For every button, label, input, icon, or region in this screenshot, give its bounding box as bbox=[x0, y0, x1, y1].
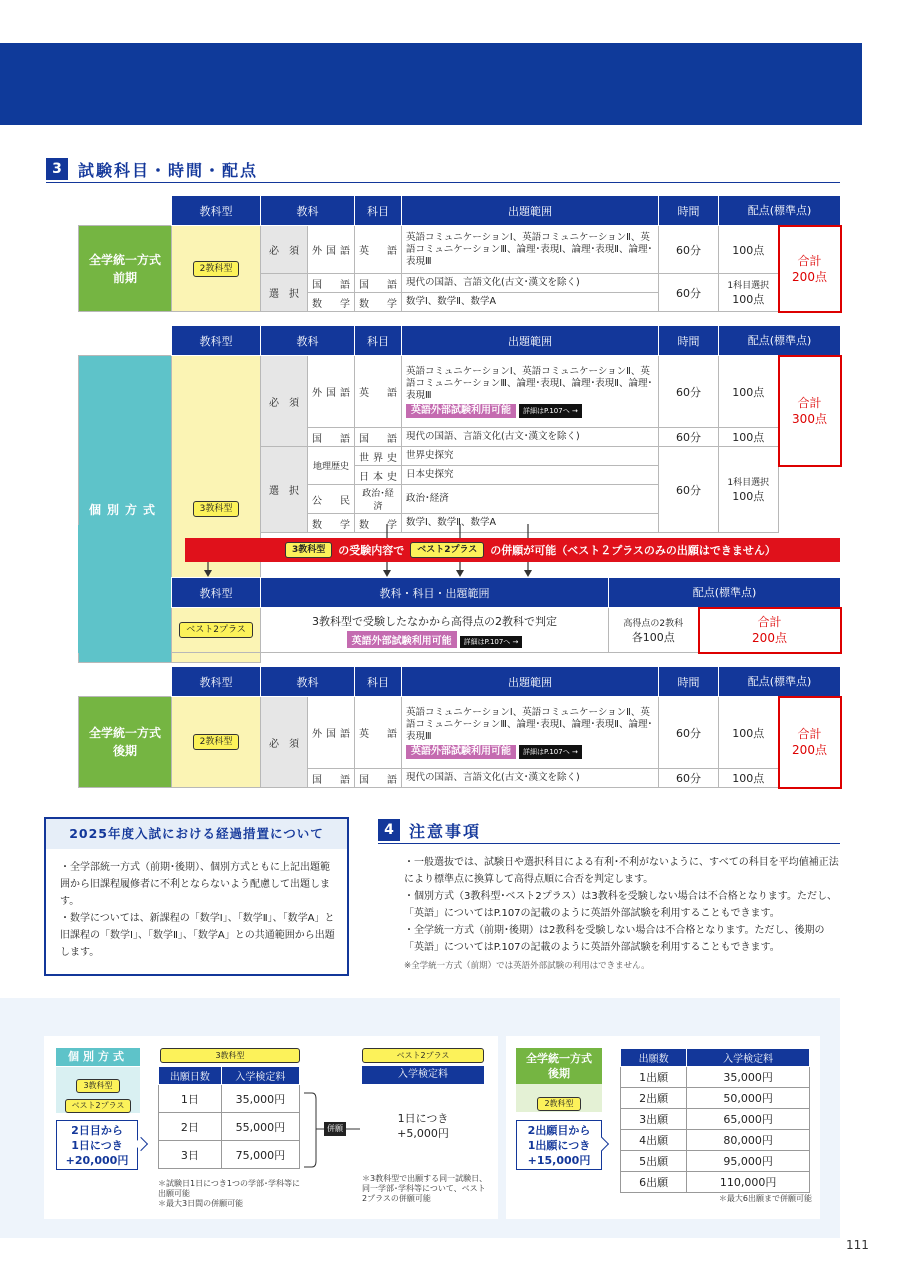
points-cell: 高得点の2教科 各100点 bbox=[609, 608, 699, 653]
method-label: 全学統一方式 前期 bbox=[79, 226, 172, 312]
kyouka-cell: 国 語 bbox=[308, 274, 355, 293]
kamoku-cell: 数 学 bbox=[355, 514, 402, 533]
time-cell: 60分 bbox=[659, 697, 719, 769]
best2-fee-value: 1日につき +5,000円 bbox=[397, 1112, 449, 1140]
transition-item: ・数学については、新課程の「数学Ⅰ」、「数学Ⅱ」、「数学A」と旧課程の「数学Ⅰ」、「数学Ⅱ」、「数学A」との共通範囲から出題します。 bbox=[60, 913, 335, 958]
section-rule bbox=[46, 182, 840, 183]
points-cell: 100点 bbox=[719, 697, 779, 769]
range-cell: 世界史探究 bbox=[402, 447, 659, 466]
kamoku-cell: 数 学 bbox=[355, 293, 402, 312]
header-range: 出題範囲 bbox=[402, 196, 659, 226]
header-kyouka: 教科 bbox=[261, 196, 355, 226]
type-tag: ベスト2プラス bbox=[65, 1099, 132, 1113]
sentaku-label: 選 択 bbox=[261, 274, 308, 312]
type-tag: 3教科型 bbox=[76, 1079, 119, 1093]
table-zengaku-kouki: 教科型 教科 科目 出題範囲 時間 配点(標準点) 全学統一方式 後期 2教科型 必 須 外国語 英 語 英語コミュニケーションⅠ、英語コミュニケーションⅡ、英語コミュニケーションⅢ、論理･表現Ⅰ、論理･表現Ⅱ、論理･表現Ⅲ 英語外部試験利用可能 詳細はP.107へ → 60分 100点 合計 200点 国 語 国 語 現代の国語、言語文化(古文･漢文を除く) 60分 100点 bbox=[78, 666, 842, 789]
external-exam-badge: 英語外部試験利用可能 bbox=[347, 631, 457, 648]
points-cell: 100点 bbox=[719, 769, 779, 788]
type-tag: 3教科型 bbox=[193, 501, 240, 517]
fee-note: ＊試験日1日につき1つの学部･学科等に出願可能 ＊最大3日間の併願可能 bbox=[158, 1179, 301, 1208]
external-exam-badge: 英語外部試験利用可能 bbox=[406, 745, 516, 759]
note-item: ・個別方式（3教科型･ベスト2プラス）は3教科を受験しない場合は不合格となります。ただし、「英語」についてはP.107の記載のように英語外部試験を利用することもできます。 bbox=[404, 891, 837, 919]
hissu-label: 必 須 bbox=[261, 226, 308, 274]
time-cell: 60分 bbox=[659, 447, 719, 533]
transition-item: ・全学部統一方式（前期･後期）、個別方式ともに上記出題範囲から旧課程履修者に不利とならないよう配慮して出題します。 bbox=[60, 862, 330, 907]
header-time: 時間 bbox=[659, 196, 719, 226]
kamoku-cell: 英 語 bbox=[355, 697, 402, 769]
total-box: 合計 200点 bbox=[779, 697, 841, 788]
kyouka-cell: 数 学 bbox=[308, 293, 355, 312]
fee-note: ＊最大6出願まで併願可能 bbox=[718, 1194, 812, 1203]
heigan-band bbox=[185, 538, 840, 562]
time-cell: 60分 bbox=[659, 428, 719, 447]
range-cell: 日本史探究 bbox=[402, 466, 659, 485]
header-kamoku: 科目 bbox=[355, 196, 402, 226]
table-zengaku-zenki bbox=[78, 195, 842, 313]
best2-desc-cell: 3教科型で受験したなかから高得点の2教科で判定 英語外部試験利用可能 詳細はP.107へ → bbox=[261, 608, 609, 653]
band-tag-best2: ベスト2プラス bbox=[410, 542, 484, 558]
fee-callout: 2出願目から 1出願につき +15,000円 bbox=[516, 1120, 602, 1170]
range-cell: 数学Ⅰ、数学Ⅱ、数学A bbox=[402, 514, 659, 533]
table-kobetsu: 教科型 教科 科目 出題範囲 時間 配点(標準点) 個別方式 3教科型 必 須 外国語 英 語 英語コミュニケーションⅠ、英語コミュニケーションⅡ、英語コミュニケーションⅢ、論理･表現Ⅰ、論理･表現Ⅱ、論理･表現Ⅲ 英語外部試験利用可能 詳細はP.107へ → 60分 100点 合計 300点 国 語 国 語 現代の国語、言語文化(古文･漢文を除く) 60分 100点 選 択 地理歴史 世界史 世界史探究 60分 1科目選択 100点 日本史 日本史探究 公 民 政治･経済 政治･経済 数 学 数 学 数学Ⅰ、数学Ⅱ、数学A bbox=[78, 325, 842, 663]
teal-extension bbox=[78, 525, 171, 653]
time-cell: 60分 bbox=[659, 356, 719, 428]
section-title: 試験科目・時間・配点 bbox=[78, 161, 259, 180]
header-band bbox=[0, 43, 862, 125]
time-cell: 60分 bbox=[659, 769, 719, 788]
transition-box bbox=[44, 817, 349, 976]
kyouka-cell: 外国語 bbox=[308, 226, 355, 274]
points-cell: 1科目選択 100点 bbox=[719, 274, 779, 312]
kamoku-cell: 政治･経済 bbox=[355, 485, 402, 514]
fee-note: ＊3教科型で出願する同一試験日、同一学部･学科等について、ベスト2プラスの併願可能 bbox=[362, 1174, 488, 1203]
kyouka-cell: 国 語 bbox=[308, 769, 355, 788]
type-tag: ベスト2プラス bbox=[179, 622, 252, 638]
kyouka-cell: 地理歴史 bbox=[308, 447, 355, 485]
fee-callout: 2日目から 1日につき +20,000円 bbox=[56, 1120, 138, 1170]
note-item: ・全学統一方式（前期･後期）は2教科を受験しない場合は不合格となります。ただし、後期の「英語」についてはP.107の記載のように英語外部試験を利用することもできます。 bbox=[404, 925, 825, 953]
kamoku-cell: 英 語 bbox=[355, 356, 402, 428]
detail-link[interactable]: 詳細はP.107へ → bbox=[460, 636, 523, 648]
type-tag: 2教科型 bbox=[537, 1097, 580, 1111]
fee-table-tag: ベスト2プラス bbox=[362, 1048, 484, 1063]
section-title: 注意事項 bbox=[409, 822, 482, 841]
kyouka-cell: 公 民 bbox=[308, 485, 355, 514]
range-cell: 政治･経済 bbox=[402, 485, 659, 514]
kamoku-cell: 国 語 bbox=[355, 274, 402, 293]
fee-table-3kyouka: 出願日数 入学検定料 1日 35,000円 2日 55,000円 3日 75,000円 bbox=[158, 1066, 300, 1169]
method-label: 個別方式 bbox=[79, 356, 172, 663]
fee-table-zengaku: 出願数 入学検定料 1出願 35,000円 2出願 50,000円 3出願 65,000円 4出願 80,000円 5出願 95,000円 6出願 110,000円 bbox=[620, 1048, 810, 1193]
table-best2: 教科型 教科・科目・出題範囲 配点(標準点) ベスト2プラス 3教科型で受験したなかから高得点の2教科で判定 英語外部試験利用可能 詳細はP.107へ → 高得点の2教科 各100点 合計 200点 bbox=[171, 577, 842, 654]
detail-link[interactable]: 詳細はP.107へ → bbox=[519, 745, 582, 759]
fee-col-header: 入学検定料 bbox=[362, 1066, 484, 1084]
hissu-label: 必 須 bbox=[261, 356, 308, 447]
points-cell: 100点 bbox=[719, 428, 779, 447]
points-cell: 100点 bbox=[719, 356, 779, 428]
kamoku-cell: 国 語 bbox=[355, 428, 402, 447]
band-tag-3kyouka: 3教科型 bbox=[285, 542, 332, 558]
type-tag: 2教科型 bbox=[193, 261, 240, 277]
range-cell: 現代の国語、言語文化(古文･漢文を除く) bbox=[402, 274, 659, 293]
kyouka-cell: 数 学 bbox=[308, 514, 355, 533]
page-number: 111 bbox=[846, 1238, 869, 1252]
total-box: 合計 200点 bbox=[699, 608, 841, 653]
note-small: ※全学統一方式（前期）では英語外部試験の利用はできません。 bbox=[404, 961, 650, 971]
range-cell: 数学Ⅰ、数学Ⅱ、数学A bbox=[402, 293, 659, 312]
range-cell: 現代の国語、言語文化(古文･漢文を除く) bbox=[402, 428, 659, 447]
fee-table-tag: 3教科型 bbox=[160, 1048, 300, 1063]
hissu-label: 必 須 bbox=[261, 697, 308, 788]
fee-card-kobetsu bbox=[44, 1036, 498, 1219]
band-text-2: の併願が可能（ベスト２プラスのみの出願はできません） bbox=[490, 544, 776, 557]
heigan-tag: 併願 bbox=[324, 1122, 346, 1136]
sentaku-label: 選 択 bbox=[261, 447, 308, 533]
fee-method-label: 個別方式 bbox=[56, 1048, 140, 1066]
time-cell: 60分 bbox=[659, 226, 719, 274]
header-type: 教科型 bbox=[172, 196, 261, 226]
kamoku-cell: 英 語 bbox=[355, 226, 402, 274]
range-cell: 英語コミュニケーションⅠ、英語コミュニケーションⅡ、英語コミュニケーションⅢ、論理･表現Ⅰ、論理･表現Ⅱ、論理･表現Ⅲ bbox=[402, 226, 659, 274]
type-tag: 2教科型 bbox=[193, 734, 240, 750]
section-rule bbox=[378, 843, 840, 844]
kamoku-cell: 日本史 bbox=[355, 466, 402, 485]
range-cell: 現代の国語、言語文化(古文･漢文を除く) bbox=[402, 769, 659, 788]
kamoku-cell: 国 語 bbox=[355, 769, 402, 788]
external-exam-badge: 英語外部試験利用可能 bbox=[406, 404, 516, 418]
points-cell: 100点 bbox=[719, 226, 779, 274]
kyouka-cell: 外国語 bbox=[308, 697, 355, 769]
fee-method-label: 全学統一方式 後期 bbox=[516, 1048, 602, 1084]
points-cell: 1科目選択 100点 bbox=[719, 447, 779, 533]
section-number: 3 bbox=[46, 158, 68, 180]
band-text-1: の受験内容で bbox=[338, 544, 405, 557]
method-label: 全学統一方式 後期 bbox=[79, 697, 172, 788]
total-box: 合計 200点 bbox=[779, 226, 841, 312]
total-box: 合計 300点 bbox=[779, 356, 841, 466]
time-cell: 60分 bbox=[659, 274, 719, 312]
kyouka-cell: 国 語 bbox=[308, 428, 355, 447]
header-points: 配点(標準点) bbox=[719, 196, 841, 226]
transition-title: 2025年度入試における経過措置について bbox=[46, 819, 347, 849]
kyouka-cell: 外国語 bbox=[308, 356, 355, 428]
kamoku-cell: 世界史 bbox=[355, 447, 402, 466]
notes-list bbox=[404, 854, 840, 975]
range-cell: 英語コミュニケーションⅠ、英語コミュニケーションⅡ、英語コミュニケーションⅢ、論理･表現Ⅰ、論理･表現Ⅱ、論理･表現Ⅲ 英語外部試験利用可能 詳細はP.107へ → bbox=[402, 356, 659, 428]
range-cell: 英語コミュニケーションⅠ、英語コミュニケーションⅡ、英語コミュニケーションⅢ、論理･表現Ⅰ、論理･表現Ⅱ、論理･表現Ⅲ 英語外部試験利用可能 詳細はP.107へ → bbox=[402, 697, 659, 769]
fee-card-zengaku bbox=[506, 1036, 820, 1219]
note-item: ・一般選抜では、試験日や選択科目による有利･不利がないように、すべての科目を平均値補正法により標準点に換算して高得点順に合否を判定します。 bbox=[404, 857, 839, 885]
detail-link[interactable]: 詳細はP.107へ → bbox=[519, 404, 582, 418]
section-number: 4 bbox=[378, 819, 400, 841]
